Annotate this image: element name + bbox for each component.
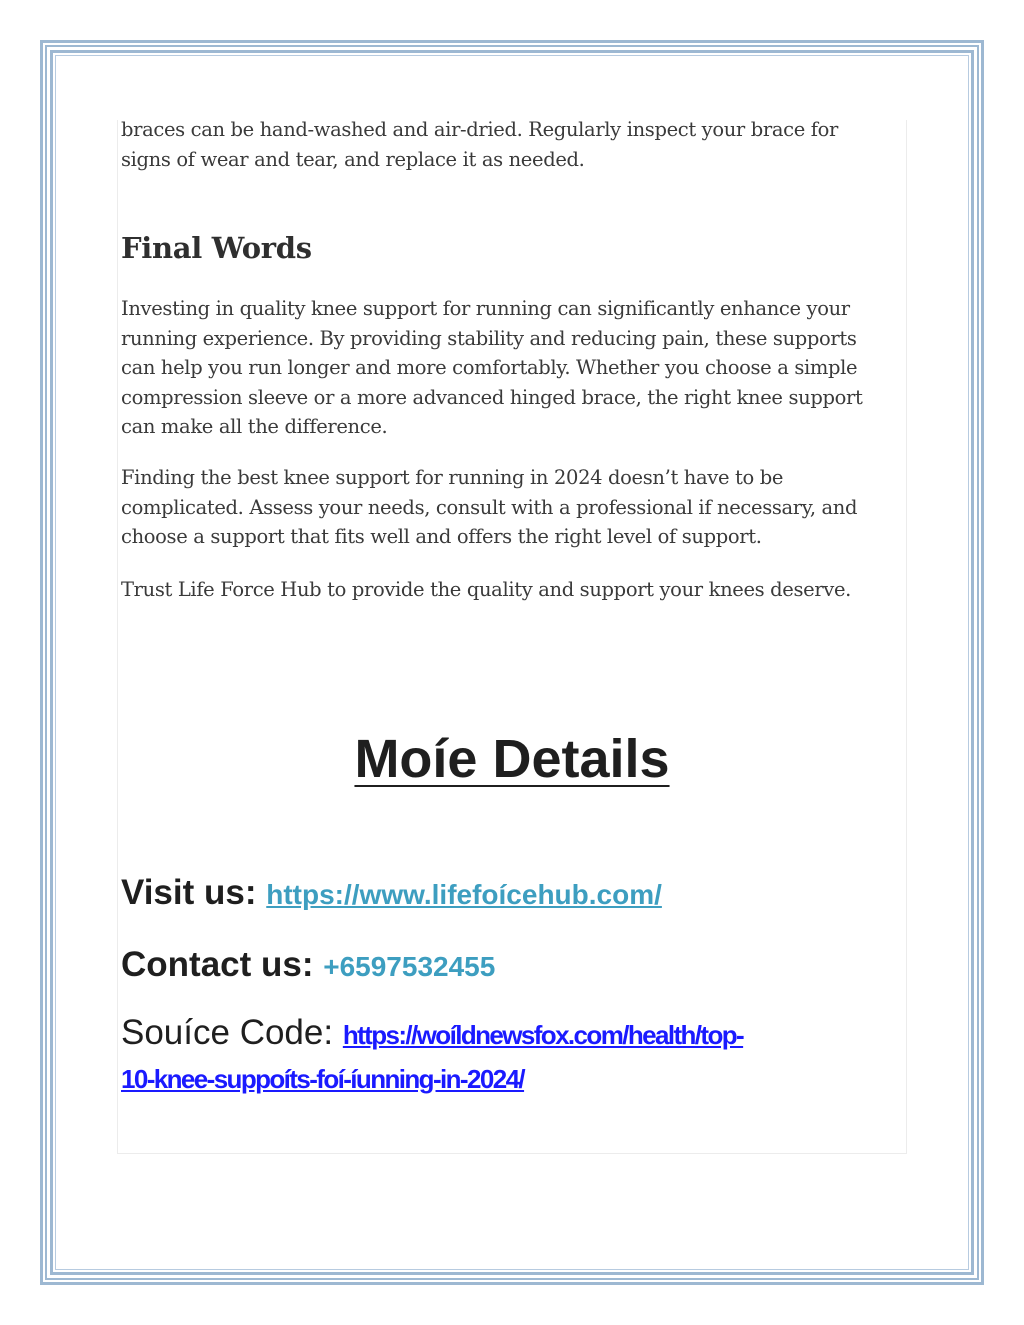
- source-code-line: [121, 1013, 743, 1053]
- content-frame: [117, 120, 907, 1154]
- more-details-title-text: Moíe Details: [354, 729, 670, 789]
- more-details-title: [0, 728, 1024, 790]
- source-code-link-part2[interactable]: 10-knee-suppoíts-foí-íunning-in-2024/: [121, 1064, 525, 1094]
- source-code-label: Souíce Code:: [121, 1013, 334, 1052]
- final-words-heading: Final Words: [121, 231, 312, 265]
- visit-us-line: [121, 873, 662, 913]
- contact-phone[interactable]: +6597532455: [323, 951, 496, 982]
- final-words-paragraph-3: Trust Life Force Hub to provide the quality and support your knees deserve.: [121, 578, 852, 601]
- intro-paragraph: braces can be hand-washed and air-dried. Regularly inspect your brace for signs of wear and tear, and replace it as needed.: [121, 118, 838, 171]
- visit-us-label: Visit us:: [121, 873, 257, 912]
- final-words-paragraph-1: Investing in quality knee support for running can significantly enhance your running experience. By providing stability and reducing pain, these supports can help you run longer and more comfortably. Whether you choose a simple compression sleeve or a more advanced hinged brace, the right knee support can make all the difference.: [121, 297, 863, 438]
- source-code-line-2: [121, 1064, 524, 1095]
- source-code-link-part1[interactable]: https://woíldnewsfox.com/health/top-: [342, 1020, 744, 1050]
- contact-us-label: Contact us:: [121, 945, 314, 984]
- final-words-paragraph-2: Finding the best knee support for running in 2024 doesn’t have to be complicated. Assess your needs, consult with a professional if necessary, and choose a support that fits well and offers the right level of support.: [121, 466, 858, 548]
- contact-us-line: [121, 945, 495, 985]
- visit-us-link[interactable]: https://www.lifefoícehub.com/: [266, 879, 662, 910]
